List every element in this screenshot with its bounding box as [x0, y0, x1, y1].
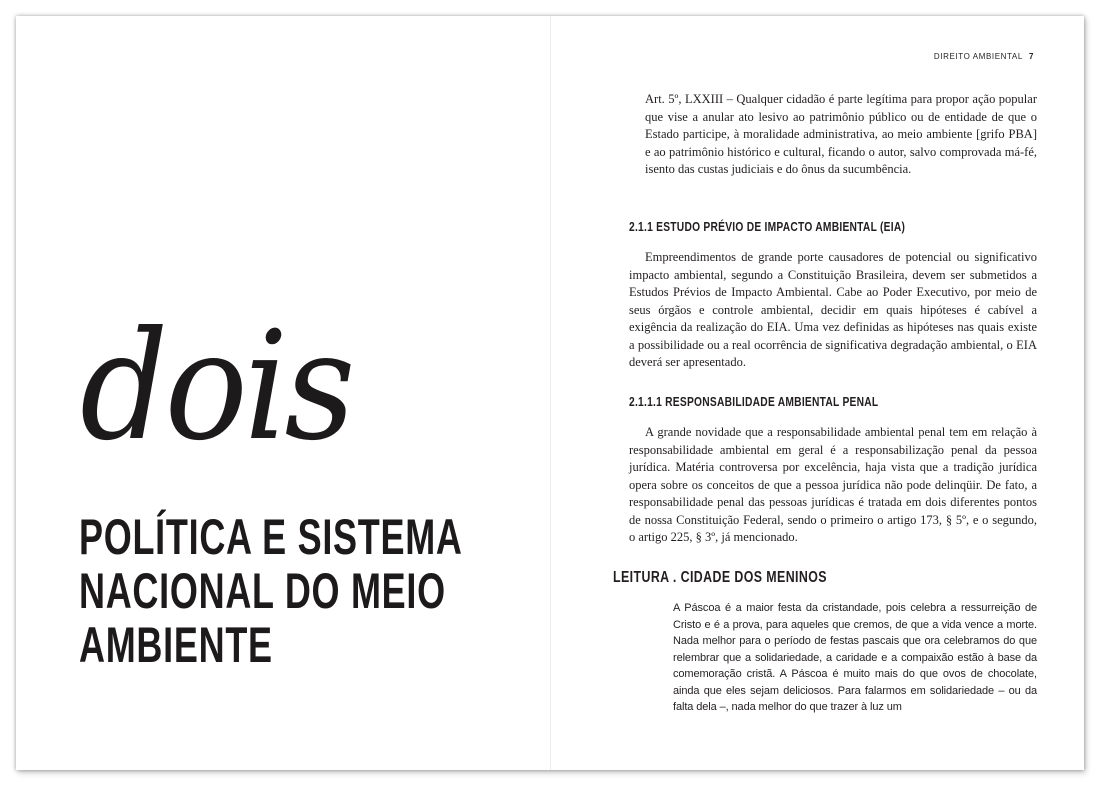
- chapter-number-word: dois: [80, 300, 352, 474]
- section-text-penal: A grande novidade que a responsabilidade ambiental penal tem em relação à responsabilidade ambiental em geral é a responsabilização penal da pessoa jurídica. Matéria controversa por excelência, haja vista que a tradição jurídica opera sobre os conceitos de que a pessoa jurídica não pode delinqüir. De fato, a responsabilidade penal das pessoas jurídicas é tratada em dois diferentes pontos de nossa Constituição Federal, sendo o primeiro o artigo 173, § 5º, e o segundo, o artigo 225, § 3º, já mencionado.: [629, 425, 1037, 544]
- chapter-title-line: POLÍTICA E SISTEMA: [79, 509, 463, 565]
- reading-heading: LEITURA . CIDADE DOS MENINOS: [613, 569, 827, 586]
- reading-text: A Páscoa é a maior festa da cristandade, pois celebra a ressurreição de Cristo e é a prova, para aqueles que cremos, de que a vida vence a morte. Nada melhor para o período de festas pascais que ora celebramos do que relembrar que a solidariedade, a caridade e a compaixão estão à base da comemoração cristã. A Páscoa é muito mais do que ovos de chocolate, ainda que eles sejam deliciosos. Para falarmos em solidariedade – ou da falta dela –, nada melhor do que trazer à luz um: [673, 602, 1037, 713]
- right-page: [551, 16, 1084, 770]
- page-number: 7: [1028, 52, 1034, 61]
- legal-quote: Art. 5º, LXXIII – Qualquer cidadão é parte legítima para propor ação popular que vise a anular ato lesivo ao patrimônio público ou de entidade de que o Estado participe, à moralidade administrativa, ao meio ambiente [grifo PBA] e ao patrimônio histórico e cultural, ficando o autor, salvo comprovada má-fé, isento das custas judiciais e do ônus da sucumbência.: [645, 92, 1037, 176]
- chapter-title: [79, 509, 463, 673]
- section-text-eia: Empreendimentos de grande porte causadores de potencial ou significativo impacto ambiental, segundo a Constituição Brasileira, devem ser submetidos a Estudos Prévios de Impacto Ambiental. Cabe ao Poder Executivo, por meio de seus órgãos e controle ambiental, decidir em quais hipóteses é cabível a exigência da realização do EIA. Uma vez definidas as hipóteses nas quais existe a possibilidade ou a real ocorrência de significativa degradação ambiental, o EIA deverá ser apresentado.: [629, 250, 1037, 369]
- running-head-title: DIREITO AMBIENTAL: [933, 52, 1023, 61]
- section-heading-eia: 2.1.1 ESTUDO PRÉVIO DE IMPACTO AMBIENTAL (EIA): [629, 220, 906, 234]
- chapter-title-line: AMBIENTE: [79, 617, 273, 673]
- section-heading-penal: 2.1.1.1 RESPONSABILIDADE AMBIENTAL PENAL: [629, 395, 879, 409]
- running-head: [934, 52, 1034, 61]
- chapter-title-line: NACIONAL DO MEIO: [79, 563, 446, 619]
- book-spread: [16, 16, 1084, 770]
- left-page: [16, 16, 550, 770]
